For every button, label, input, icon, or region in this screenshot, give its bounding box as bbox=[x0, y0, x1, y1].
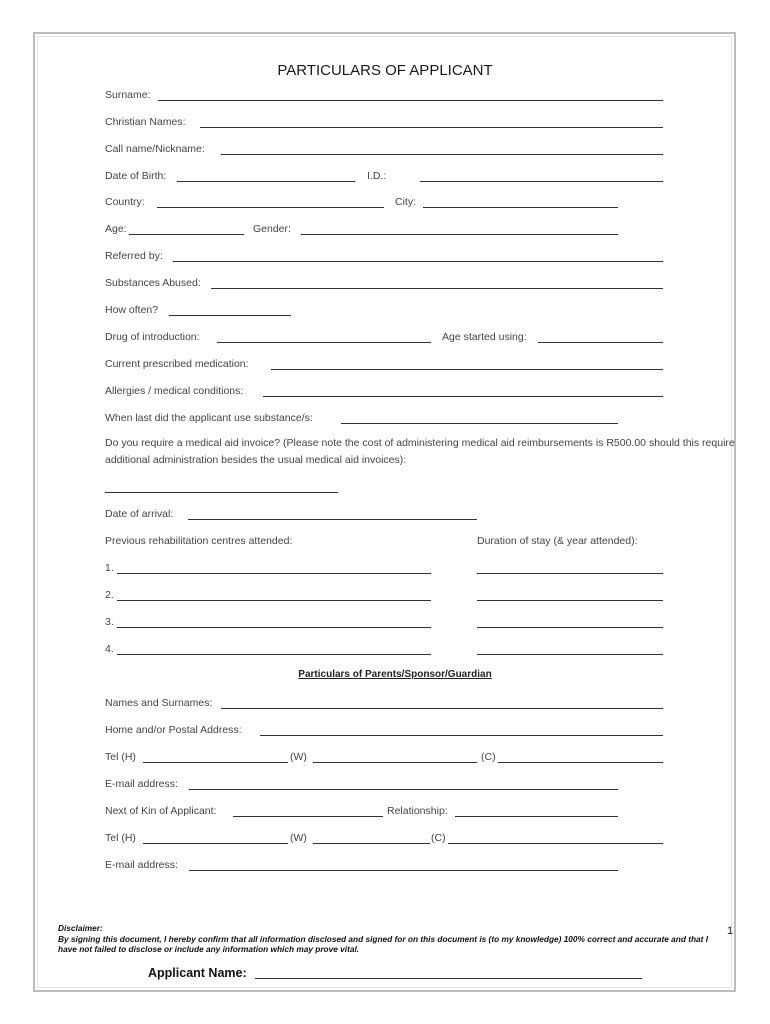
rehab-centre-field-1[interactable] bbox=[117, 573, 431, 574]
rehab-row-number: 3. bbox=[105, 616, 114, 628]
gender-label: Gender: bbox=[253, 223, 291, 235]
how-often-row bbox=[105, 302, 305, 318]
guardian-email-field[interactable] bbox=[189, 789, 618, 790]
age-started-field[interactable] bbox=[538, 342, 663, 343]
rehab-centre-field-4[interactable] bbox=[117, 654, 431, 655]
guardian-email-label: E-mail address: bbox=[105, 778, 178, 790]
relationship-field[interactable] bbox=[455, 816, 618, 817]
medical-aid-question: Do you require a medical aid invoice? (Please note the cost of administering medical aid reimbursements is R500.00 should this require additional administration besides the usual medical aid invoices): bbox=[105, 437, 735, 466]
prescribed-label: Current prescribed medication: bbox=[105, 358, 249, 370]
drug-intro-label: Drug of introduction: bbox=[105, 331, 200, 343]
kin-email-row bbox=[105, 857, 625, 873]
tel-c2-field[interactable] bbox=[448, 843, 663, 844]
surname-row bbox=[105, 87, 665, 103]
referred-by-field[interactable] bbox=[173, 261, 663, 262]
substances-label: Substances Abused: bbox=[105, 277, 201, 289]
surname-field[interactable] bbox=[158, 100, 663, 101]
tel-w2-field[interactable] bbox=[313, 843, 430, 844]
christian-names-label: Christian Names: bbox=[105, 116, 186, 128]
disclaimer-label: Disclaimer: bbox=[58, 923, 103, 933]
rehab-duration-field-3[interactable] bbox=[477, 627, 663, 628]
how-often-field[interactable] bbox=[169, 315, 291, 316]
dob-label: Date of Birth: bbox=[105, 170, 167, 182]
tel-c-field[interactable] bbox=[498, 762, 663, 763]
tel-w2-label: (W) bbox=[290, 832, 307, 844]
rehab-duration-field-4[interactable] bbox=[477, 654, 663, 655]
substances-field[interactable] bbox=[211, 288, 663, 289]
disclaimer bbox=[58, 923, 728, 955]
id-field[interactable] bbox=[420, 181, 663, 182]
medical-aid-answer-field[interactable] bbox=[105, 492, 338, 493]
rehab-row-number: 4. bbox=[105, 643, 114, 655]
rehab-row-2 bbox=[105, 587, 665, 603]
guardian-address-field[interactable] bbox=[260, 735, 663, 736]
guardian-names-field[interactable] bbox=[221, 708, 663, 709]
last-use-row bbox=[105, 410, 625, 426]
kin-email-label: E-mail address: bbox=[105, 859, 178, 871]
guardian-names-row bbox=[105, 695, 665, 711]
nickname-label: Call name/Nickname: bbox=[105, 143, 205, 155]
medical-aid-answer-row bbox=[105, 479, 345, 495]
relationship-label: Relationship: bbox=[387, 805, 448, 817]
rehab-duration-field-2[interactable] bbox=[477, 600, 663, 601]
rehab-row-3 bbox=[105, 614, 665, 630]
drug-intro-field[interactable] bbox=[217, 342, 431, 343]
rehab-row-number: 1. bbox=[105, 562, 114, 574]
kin-email-field[interactable] bbox=[189, 870, 618, 871]
gender-field[interactable] bbox=[301, 234, 618, 235]
date-arrival-row bbox=[105, 506, 485, 522]
rehab-centre-field-2[interactable] bbox=[117, 600, 431, 601]
id-label: I.D.: bbox=[367, 170, 387, 182]
date-arrival-label: Date of arrival: bbox=[105, 508, 174, 520]
age-field[interactable] bbox=[129, 234, 244, 235]
prescribed-field[interactable] bbox=[271, 369, 663, 370]
city-field[interactable] bbox=[423, 207, 618, 208]
next-of-kin-field[interactable] bbox=[233, 816, 383, 817]
age-started-label: Age started using: bbox=[442, 331, 527, 343]
prescribed-row bbox=[105, 356, 665, 372]
nickname-row bbox=[105, 141, 665, 157]
guardian-tel-row bbox=[105, 749, 665, 765]
prev-rehab-label: Previous rehabilitation centres attended: bbox=[105, 535, 293, 547]
tel-h2-field[interactable] bbox=[143, 843, 288, 844]
next-of-kin-label: Next of Kin of Applicant: bbox=[105, 805, 217, 817]
country-label: Country: bbox=[105, 196, 145, 208]
dob-field[interactable] bbox=[177, 181, 355, 182]
allergies-row bbox=[105, 383, 665, 399]
nickname-field[interactable] bbox=[221, 154, 663, 155]
allergies-label: Allergies / medical conditions: bbox=[105, 385, 244, 397]
guardian-address-label: Home and/or Postal Address: bbox=[105, 724, 242, 736]
tel-c2-label: (C) bbox=[431, 832, 446, 844]
tel-w-label: (W) bbox=[290, 751, 307, 763]
kin-tel-row bbox=[105, 830, 665, 846]
guardian-email-row bbox=[105, 776, 625, 792]
tel-h2-label: Tel (H) bbox=[105, 832, 136, 844]
page-number: 1 bbox=[727, 925, 734, 937]
tel-w-field[interactable] bbox=[313, 762, 477, 763]
applicant-name-label: Applicant Name: bbox=[148, 966, 247, 980]
christian-names-row bbox=[105, 114, 665, 130]
substances-row bbox=[105, 275, 665, 291]
next-of-kin-row bbox=[105, 803, 625, 819]
prev-rehab-header-row bbox=[105, 533, 665, 549]
dob-id-row bbox=[105, 168, 665, 184]
how-often-label: How often? bbox=[105, 304, 159, 316]
rehab-centre-field-3[interactable] bbox=[117, 627, 431, 628]
christian-names-field[interactable] bbox=[200, 127, 663, 128]
allergies-field[interactable] bbox=[263, 396, 663, 397]
tel-h-label: Tel (H) bbox=[105, 751, 136, 763]
rehab-row-4 bbox=[105, 641, 665, 657]
guardian-heading: Particulars of Parents/Sponsor/Guardian bbox=[298, 669, 492, 680]
tel-c-label: (C) bbox=[481, 751, 496, 763]
tel-h-field[interactable] bbox=[143, 762, 288, 763]
rehab-row-number: 2. bbox=[105, 589, 114, 601]
referred-by-row bbox=[105, 248, 665, 264]
guardian-address-row bbox=[105, 722, 665, 738]
disclaimer-text: By signing this document, I hereby confirm that all information disclosed and signed for on this document is (to my knowledge) 100% correct and accurate and that I have not failed to disclose or include any information which may prove vital. bbox=[58, 933, 709, 954]
referred-by-label: Referred by: bbox=[105, 250, 163, 262]
age-gender-row bbox=[105, 221, 625, 237]
last-use-field[interactable] bbox=[341, 423, 618, 424]
city-label: City: bbox=[395, 196, 416, 208]
surname-label: Surname: bbox=[105, 89, 151, 101]
country-field[interactable] bbox=[157, 207, 384, 208]
age-label: Age: bbox=[105, 223, 127, 235]
rehab-duration-field-1[interactable] bbox=[477, 573, 663, 574]
last-use-label: When last did the applicant use substance/s: bbox=[105, 412, 313, 424]
form-title: PARTICULARS OF APPLICANT bbox=[277, 62, 493, 79]
duration-label: Duration of stay (& year attended): bbox=[477, 535, 638, 547]
applicant-name-field[interactable] bbox=[255, 978, 642, 979]
guardian-names-label: Names and Surnames: bbox=[105, 697, 213, 709]
date-arrival-field[interactable] bbox=[188, 519, 477, 520]
drug-intro-row bbox=[105, 329, 665, 345]
country-city-row bbox=[105, 194, 625, 210]
rehab-row-1 bbox=[105, 560, 665, 576]
